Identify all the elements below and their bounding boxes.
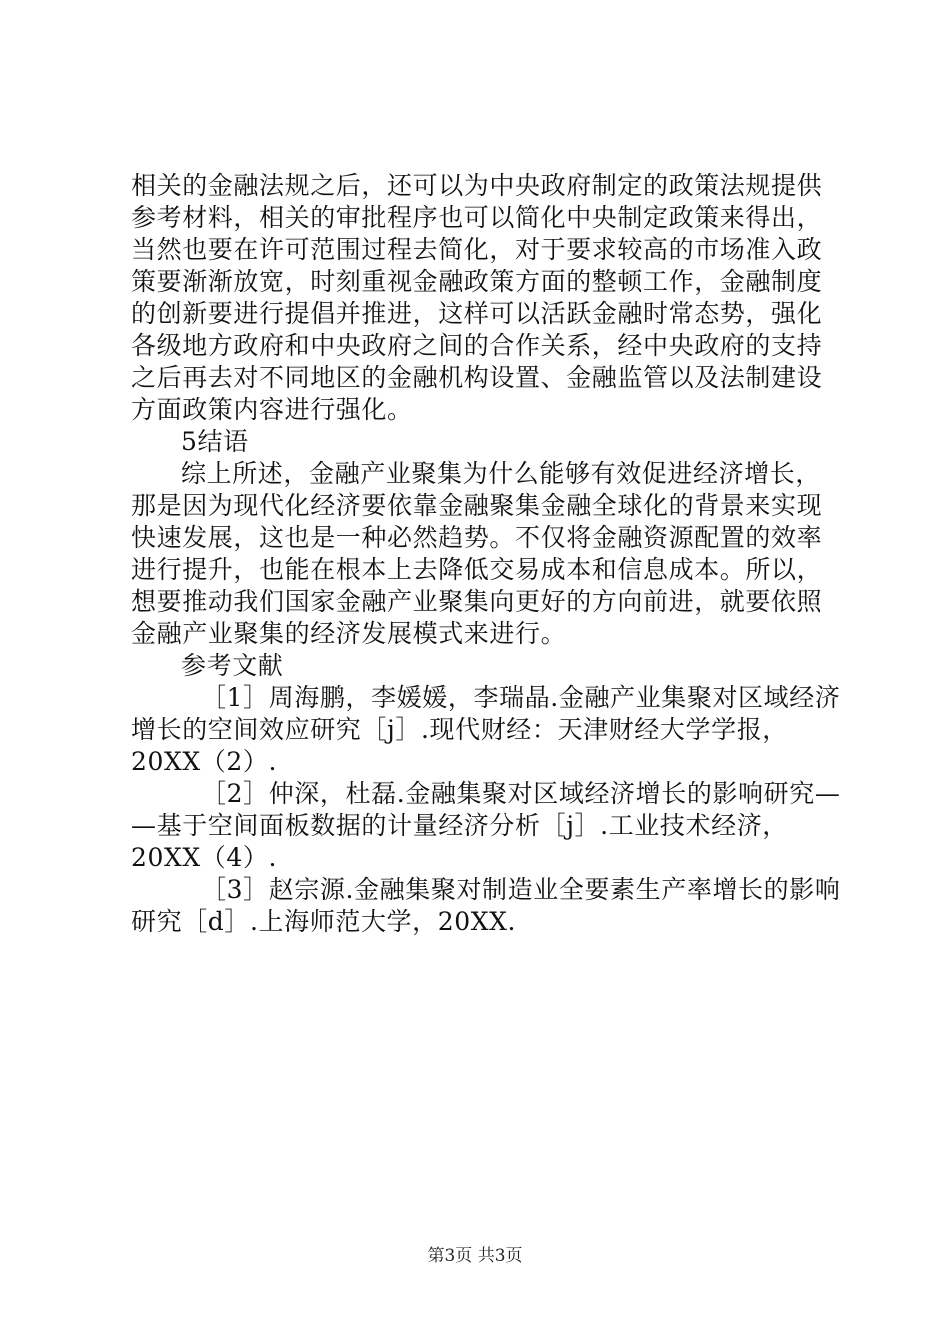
text-line: 当然也要在许可范围过程去简化，对于要求较高的市场准入政 — [131, 235, 823, 264]
reference-item-2 — [131, 778, 841, 874]
text-line: 综上所述，金融产业聚集为什么能够有效促进经济增长， — [181, 459, 822, 488]
reference-line: 研究［d］.上海师范大学，20XX. — [131, 907, 517, 936]
text-line: 进行提升，也能在根本上去降低交易成本和信息成本。所以， — [131, 555, 823, 584]
conclusion-heading: 5结语 — [181, 427, 249, 456]
text-line: 快速发展，这也是一种必然趋势。不仅将金融资源配置的效率 — [131, 523, 823, 552]
reference-line: 20XX（4）. — [131, 843, 278, 872]
reference-line: ［3］赵宗源.金融集聚对制造业全要素生产率增长的影响 — [201, 875, 841, 904]
page-number-footer: 第3页 共3页 — [427, 1246, 523, 1266]
text-line: 策要渐渐放宽，时刻重视金融政策方面的整顿工作，金融制度 — [131, 267, 823, 296]
text-line: 各级地方政府和中央政府之间的合作关系，经中央政府的支持 — [131, 331, 823, 360]
reference-item-3 — [131, 874, 841, 938]
text-line: 那是因为现代化经济要依靠金融聚集金融全球化的背景来实现 — [131, 491, 823, 520]
paragraph-conclusion — [131, 458, 831, 650]
reference-list — [131, 682, 841, 938]
text-line: 方面政策内容进行强化。 — [131, 395, 413, 424]
paragraph-policy-continued — [131, 170, 831, 426]
reference-line: 20XX（2）. — [131, 747, 278, 776]
reference-line: —基于空间面板数据的计量经济分析［j］.工业技术经济， — [131, 811, 788, 840]
text-line: 想要推动我们国家金融产业聚集向更好的方向前进，就要依照 — [131, 587, 823, 616]
reference-line: ［1］周海鹏，李媛媛，李瑞晶.金融产业集聚对区域经济 — [201, 683, 841, 712]
reference-item-1 — [131, 682, 841, 778]
text-line: 之后再去对不同地区的金融机构设置、金融监管以及法制建设 — [131, 363, 823, 392]
text-line: 参考材料，相关的审批程序也可以简化中央制定政策来得出， — [131, 203, 823, 232]
document-body — [131, 170, 841, 938]
reference-line: ［2］仲深，杜磊.金融集聚对区域经济增长的影响研究— — [201, 779, 841, 808]
reference-line: 增长的空间效应研究［j］.现代财经：天津财经大学学报， — [131, 715, 788, 744]
text-line: 的创新要进行提倡并推进，这样可以活跃金融时常态势，强化 — [131, 299, 823, 328]
text-line: 相关的金融法规之后，还可以为中央政府制定的政策法规提供 — [131, 171, 823, 200]
text-line: 金融产业聚集的经济发展模式来进行。 — [131, 619, 567, 648]
references-heading: 参考文献 — [181, 651, 284, 680]
